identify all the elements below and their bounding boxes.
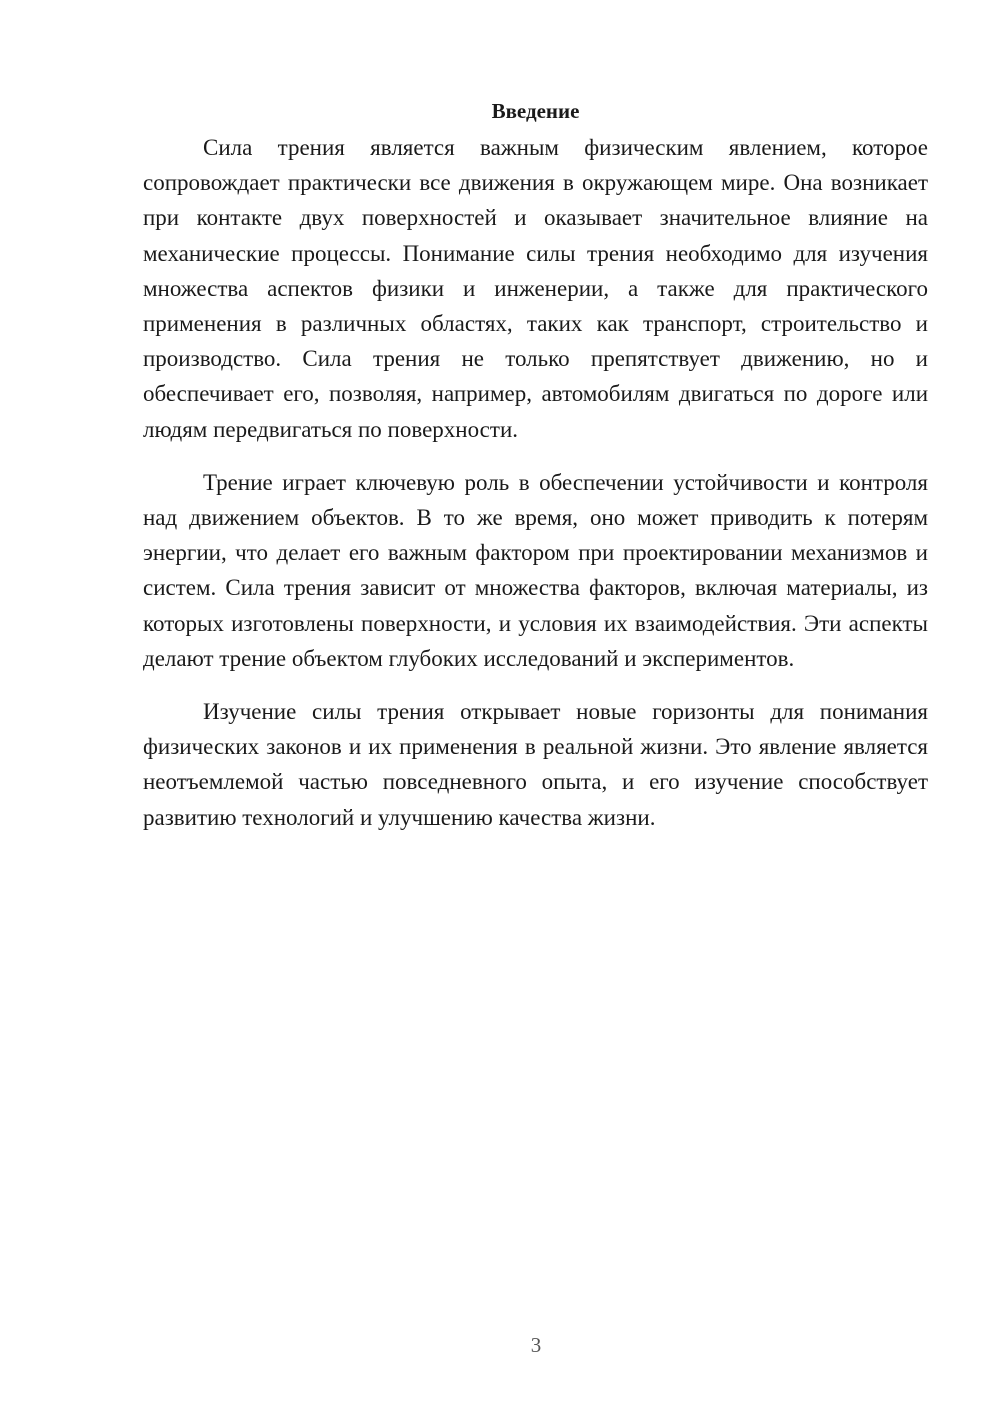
paragraph-1: Сила трения является важным физическим явлением, которое сопровождает практически все движения в окружающем мире. Она возникает при контакте двух поверхностей и оказывает значительное влияние на механические процессы. Понимание силы трения необходимо для изучения множества аспектов физики и инженерии, а также для практического применения в различных областях, таких как транспорт, строительство и производство. Сила трения не только препятствует движению, но и обеспечивает его, позволяя, например, автомобилям двигаться по дороге или людям передвигаться по поверхности. xyxy=(143,135,928,442)
section-heading: Введение xyxy=(491,99,580,123)
page-content xyxy=(143,96,928,853)
page-number: 3 xyxy=(530,1333,542,1357)
paragraph-3: Изучение силы трения открывает новые горизонты для понимания физических законов и их применения в реальной жизни. Это явление является неотъемлемой частью повседневного опыта, и его изучение способствует развитию технологий и улучшению качества жизни. xyxy=(143,699,928,830)
paragraph-2: Трение играет ключевую роль в обеспечении устойчивости и контроля над движением объектов. В то же время, оно может приводить к потерям энергии, что делает его важным фактором при проектировании механизмов и систем. Сила трения зависит от множества факторов, включая материалы, из которых изготовлены поверхности, и условия их взаимодействия. Эти аспекты делают трение объектом глубоких исследований и экспериментов. xyxy=(143,469,928,671)
